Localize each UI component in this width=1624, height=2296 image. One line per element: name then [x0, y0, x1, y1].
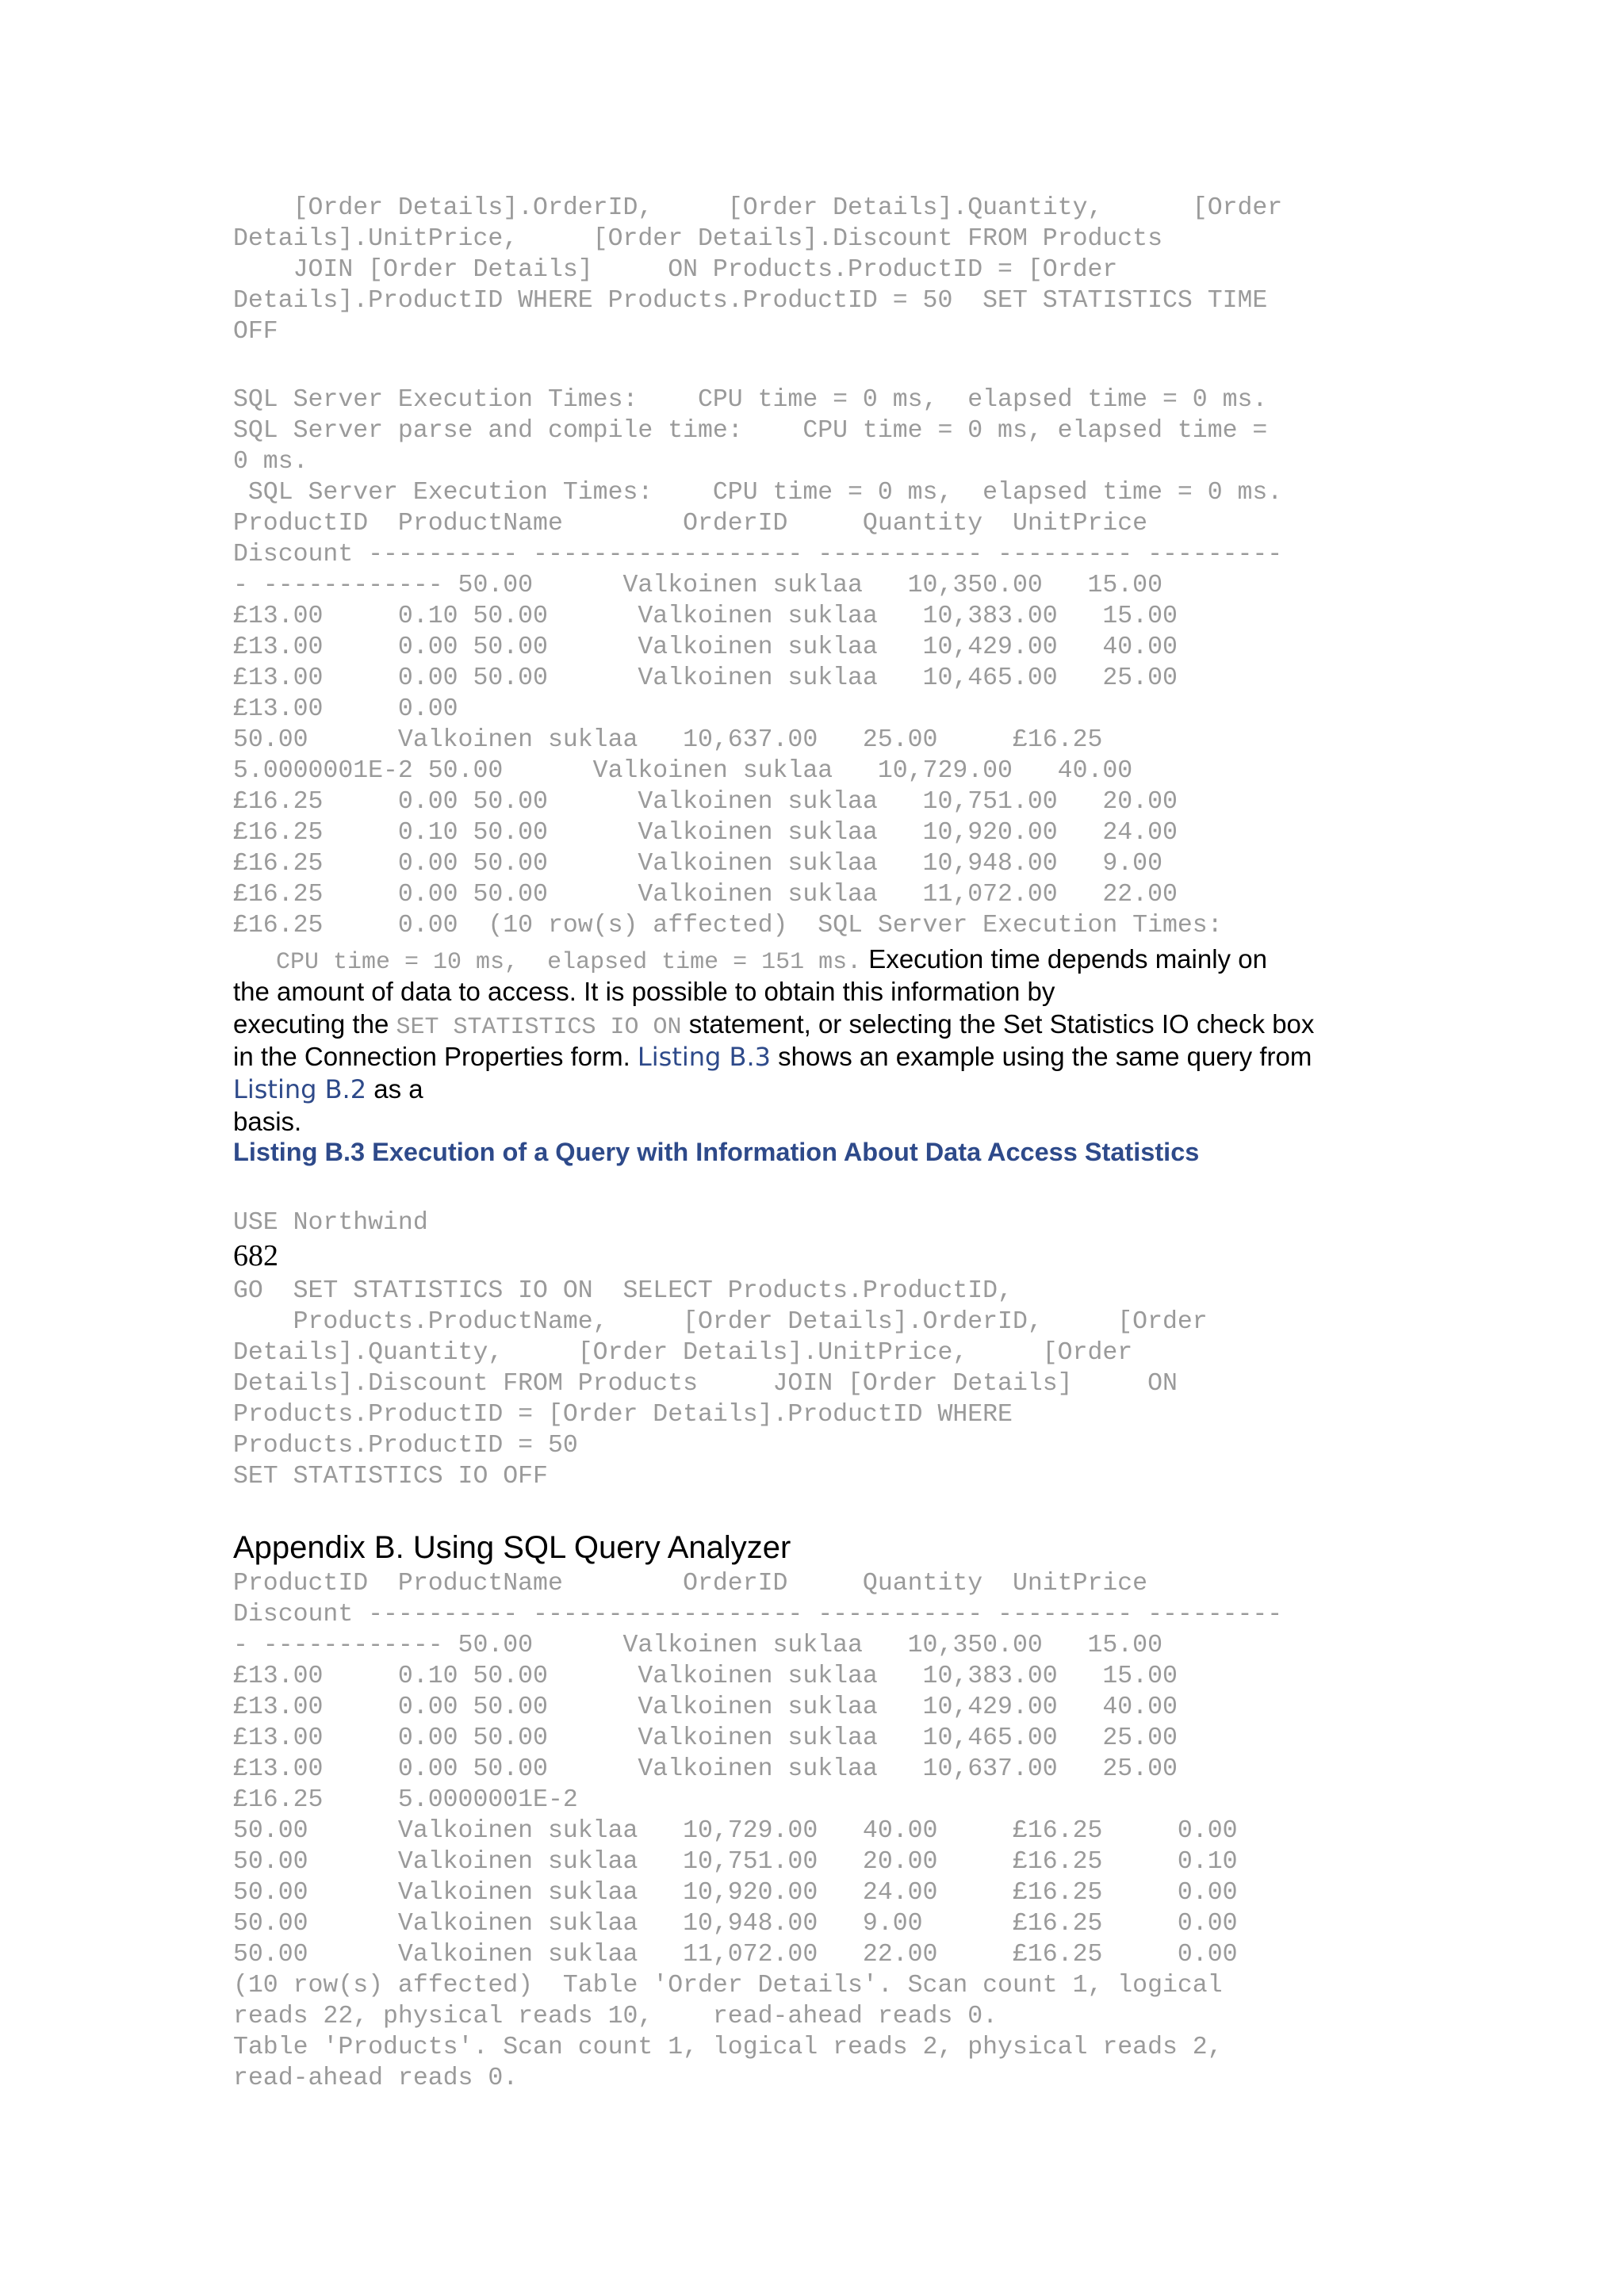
prose-text: Execution time depends mainly on — [861, 944, 1267, 974]
output-line: SQL Server parse and compile time: CPU time = 0 ms, elapsed time = — [233, 417, 1268, 445]
page-number: 682 — [233, 1239, 278, 1272]
output-line: - ------------ 50.00 Valkoinen suklaa 10,350.00 15.00 — [233, 572, 1162, 599]
output-line: ProductID ProductName OrderID Quantity UnitPrice — [233, 1570, 1148, 1598]
prose-line: the amount of data to access. It is possible to obtain this information by — [233, 977, 1055, 1006]
code-line: JOIN [Order Details] ON Products.ProductID = [Order — [233, 256, 1118, 284]
output-line: 50.00 Valkoinen suklaa 10,637.00 25.00 £16.25 — [233, 726, 1103, 754]
output-line: Discount ---------- ------------------ ----------- --------- --------- — [233, 1601, 1283, 1628]
output-line: 0 ms. — [233, 448, 308, 476]
output-line: 50.00 Valkoinen suklaa 11,072.00 22.00 £16.25 0.00 — [233, 1941, 1238, 1969]
code-line: Products.ProductID = 50 — [233, 1432, 578, 1460]
output-line: ProductID ProductName OrderID Quantity UnitPrice — [233, 510, 1148, 538]
output-line: SQL Server Execution Times: CPU time = 0 ms, elapsed time = 0 ms. — [233, 479, 1283, 507]
code-line: Details].ProductID WHERE Products.ProductID = 50 SET STATISTICS TIME — [233, 287, 1268, 315]
prose-line — [233, 1008, 1314, 1043]
output-line: 50.00 Valkoinen suklaa 10,948.00 9.00 £16.25 0.00 — [233, 1910, 1238, 1938]
output-line: SQL Server Execution Times: CPU time = 0 ms, elapsed time = 0 ms. — [233, 386, 1268, 414]
output-line: £13.00 0.10 50.00 Valkoinen suklaa 10,383.00 15.00 — [233, 1663, 1178, 1690]
code-line: Details].Discount FROM Products JOIN [Order Details] ON — [233, 1370, 1178, 1398]
prose-text: statement, or selecting the Set Statistics IO check box — [681, 1009, 1315, 1039]
output-line: 50.00 Valkoinen suklaa 10,751.00 20.00 £16.25 0.10 — [233, 1848, 1238, 1876]
output-line: - ------------ 50.00 Valkoinen suklaa 10,350.00 15.00 — [233, 1632, 1162, 1659]
code-line: USE Northwind — [233, 1209, 428, 1237]
output-line: read-ahead reads 0. — [233, 2064, 519, 2092]
output-line: £13.00 0.00 50.00 Valkoinen suklaa 10,465.00 25.00 — [233, 1724, 1178, 1752]
code-line: GO SET STATISTICS IO ON SELECT Products.ProductID, — [233, 1277, 1013, 1305]
output-line: 50.00 Valkoinen suklaa 10,729.00 40.00 £16.25 0.00 — [233, 1817, 1238, 1845]
listing-caption: Listing B.3 Execution of a Query with Information About Data Access Statistics — [233, 1138, 1200, 1166]
output-line: Discount ---------- ------------------ ----------- --------- --------- — [233, 541, 1283, 568]
output-line: £13.00 0.00 50.00 Valkoinen suklaa 10,429.00 40.00 — [233, 633, 1178, 661]
output-line: 5.0000001E-2 50.00 Valkoinen suklaa 10,729.00 40.00 — [233, 757, 1133, 785]
inline-code: CPU time = 10 ms, elapsed time = 151 ms. — [233, 949, 862, 976]
inline-code: SET STATISTICS IO ON — [396, 1014, 682, 1041]
running-header: Appendix B. Using SQL Query Analyzer — [233, 1530, 791, 1565]
output-line: £16.25 0.00 50.00 Valkoinen suklaa 10,948.00 9.00 — [233, 850, 1162, 878]
code-line: Details].UnitPrice, [Order Details].Discount FROM Products — [233, 225, 1162, 253]
code-line: Details].Quantity, [Order Details].UnitPrice, [Order — [233, 1339, 1133, 1367]
output-line: Table 'Products'. Scan count 1, logical reads 2, physical reads 2, — [233, 2034, 1223, 2061]
output-line: reads 22, physical reads 10, read-ahead reads 0. — [233, 2003, 998, 2030]
prose-text: in the Connection Properties form. — [233, 1042, 638, 1071]
output-line: £16.25 0.00 (10 row(s) affected) SQL Server Execution Times: — [233, 912, 1223, 939]
code-line: Products.ProductName, [Order Details].OrderID, [Order — [233, 1308, 1208, 1336]
output-line: £13.00 0.00 50.00 Valkoinen suklaa 10,429.00 40.00 — [233, 1693, 1178, 1721]
code-line: OFF — [233, 318, 278, 346]
code-line: [Order Details].OrderID, [Order Details].Quantity, [Order — [233, 194, 1283, 222]
output-line: (10 row(s) affected) Table 'Order Details'. Scan count 1, logical — [233, 1972, 1223, 1999]
prose-line — [233, 1073, 423, 1105]
prose-text: shows an example using the same query from — [771, 1042, 1312, 1071]
prose-line: basis. — [233, 1107, 302, 1136]
output-line: £16.25 0.00 50.00 Valkoinen suklaa 10,751.00 20.00 — [233, 788, 1178, 816]
prose-text: as a — [366, 1074, 423, 1104]
output-line: £13.00 0.10 50.00 Valkoinen suklaa 10,383.00 15.00 — [233, 603, 1178, 630]
output-line: £16.25 0.00 50.00 Valkoinen suklaa 11,072.00 22.00 — [233, 881, 1178, 909]
output-line: £13.00 0.00 50.00 Valkoinen suklaa 10,465.00 25.00 — [233, 664, 1178, 692]
output-line: £16.25 0.10 50.00 Valkoinen suklaa 10,920.00 24.00 — [233, 819, 1178, 847]
prose-line — [233, 943, 1267, 978]
prose-text: executing the — [233, 1009, 396, 1039]
output-line: £13.00 0.00 — [233, 695, 458, 723]
output-line: £13.00 0.00 50.00 Valkoinen suklaa 10,637.00 25.00 — [233, 1755, 1178, 1783]
listing-link[interactable]: Listing B.3 — [637, 1042, 771, 1072]
output-line: 50.00 Valkoinen suklaa 10,920.00 24.00 £16.25 0.00 — [233, 1879, 1238, 1907]
listing-link[interactable]: Listing B.2 — [233, 1074, 367, 1104]
code-line: SET STATISTICS IO OFF — [233, 1463, 548, 1490]
prose-line — [233, 1041, 1312, 1073]
output-line: £16.25 5.0000001E-2 — [233, 1786, 578, 1814]
code-line: Products.ProductID = [Order Details].ProductID WHERE — [233, 1401, 1013, 1429]
